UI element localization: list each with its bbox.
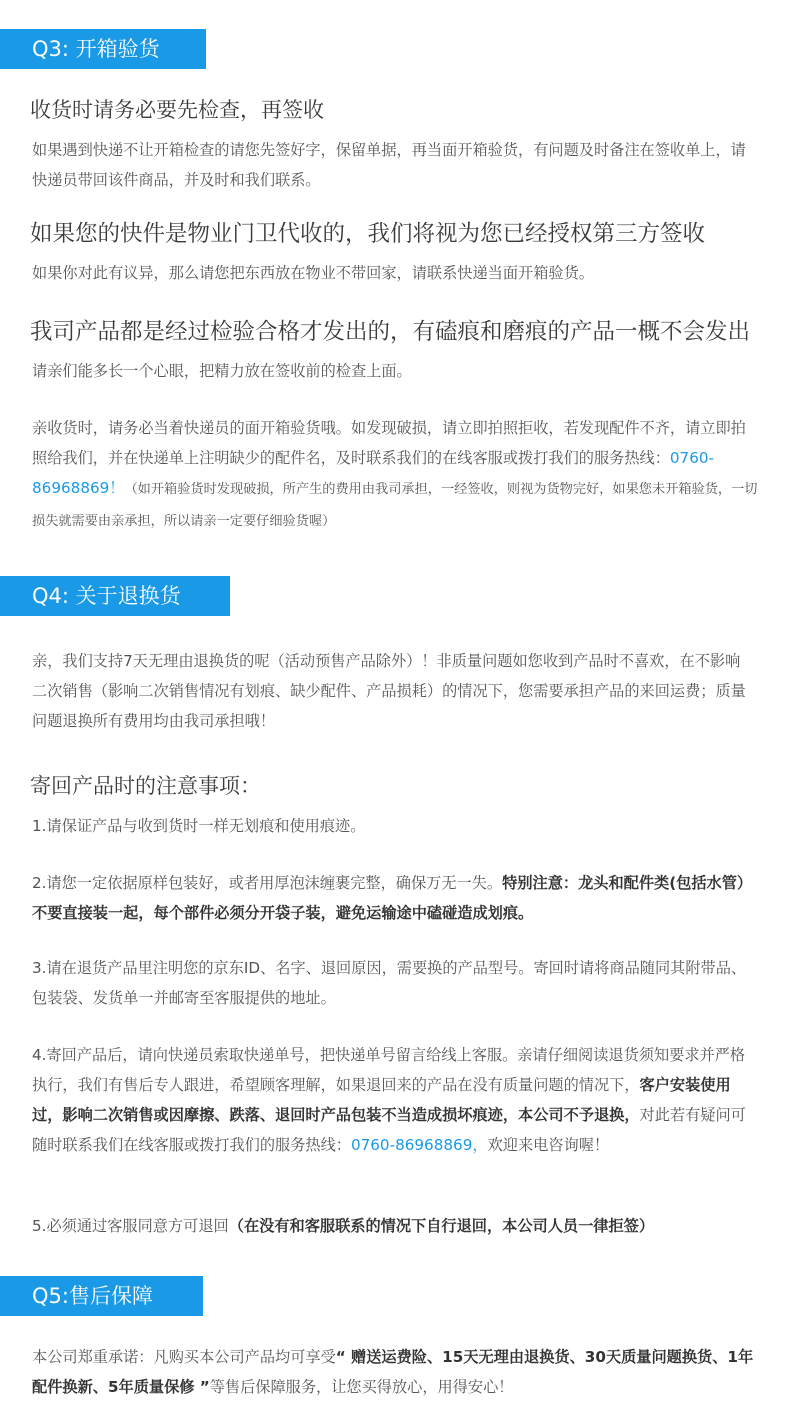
q4-item-5-text: 5.必须通过客服同意方可退回: [32, 1217, 229, 1235]
q4-item-2-note: 特别注意：龙头和配件类(包括水管）不要直接装一起，每个部件必须分开袋子装，避免运输途中磕碰造成划痕。: [32, 874, 753, 922]
q3-paragraph-1: 如果遇到快递不让开箱检查的请您先签好字，保留单据，再当面开箱验货，有问题及时备注在签收单上，请快递员带回该件商品，并及时和我们联系。: [32, 141, 746, 189]
q5-text-end: 等售后保障服务，让您买得放心，用得安心！: [209, 1378, 514, 1396]
q3-heading-3: 我司产品都是经过检验合格才发出的，有磕痕和磨痕的产品一概不会发出: [30, 319, 751, 345]
q5-paragraph: [32, 1342, 762, 1402]
q3-heading-2: 如果您的快件是物业门卫代收的，我们将视为您已经授权第三方签收: [30, 221, 706, 247]
q3-title-bar: [0, 29, 206, 69]
q4-item-4-contact: 对此若有疑问可随时联系我们在线客服或拨打我们的服务热线：: [32, 1106, 746, 1154]
q4-item-4-end: 欢迎来电咨询喔！: [487, 1136, 610, 1154]
q4-title-bar: [0, 576, 230, 616]
q4-item-2-text: 2.请您一定依据原样包装好，或者用厚泡沫缠裹完整，确保万无一失。: [32, 874, 503, 892]
q4-hotline[interactable]: 0760-86968869，: [350, 1136, 488, 1154]
q4-item-1: 1.请保证产品与收到货时一样无划痕和使用痕迹。: [32, 817, 366, 835]
q5-guarantees: “ 赠送运费险、15天无理由退换货、30天质量问题换货、1年配件换新、5年质量保修 ”: [32, 1348, 754, 1396]
q4-item-4-text: 4.寄回产品后，请向快递员索取快递单号，把快递单号留言给线上客服。亲请仔细阅读退货须知要求并严格执行，我们有售后专人跟进，希望顾客理解，如果退回来的产品在没有质量问题的情况下，: [32, 1046, 746, 1094]
q3-hotline[interactable]: 0760-86968869！: [32, 449, 715, 497]
q5-title-bar: [0, 1276, 203, 1316]
q4-heading: 寄回产品时的注意事项：: [30, 774, 261, 798]
q4-item-4: [32, 1040, 756, 1160]
q4-item-3: 3.请在退货产品里注明您的京东ID、名字、退回原因，需要换的产品型号。寄回时请将商品随同其附带品、包装袋、发货单一并邮寄至客服提供的地址。: [32, 959, 747, 1007]
q3-p4-text: 亲收货时，请务必当着快递员的面开箱验货哦。如发现破损，请立即拍照拒收，若发现配件不齐，请立即拍照给我们，并在快递单上注明缺少的配件名，及时联系我们的在线客服或拨打我们的服务热线：: [32, 419, 746, 467]
q4-title: Q4: 关于退换货: [32, 584, 181, 608]
q3-paragraph-2: 如果你对此有议异，那么请您把东西放在物业不带回家，请联系快递当面开箱验货。: [32, 264, 594, 282]
q4-item-5: [32, 1211, 762, 1241]
q4-intro: 亲，我们支持7天无理由退换货的呢（活动预售产品除外）！非质量问题如您收到产品时不喜欢，在不影响二次销售（影响二次销售情况有划痕、缺少配件、产品损耗）的情况下，您需要承担产品的来回运费；质量问题退换所有费用均由我司承担哦！: [32, 652, 746, 730]
q3-paragraph-3: 请亲们能多长一个心眼，把精力放在签收前的检查上面。: [32, 362, 412, 380]
q5-title: Q5:售后保障: [32, 1284, 153, 1308]
q3-heading-1: 收货时请务必要先检查，再签收: [30, 98, 324, 122]
q3-paragraph-4: [32, 413, 758, 537]
q4-item-4-warning: 客户安装使用过，影响二次销售或因摩擦、跌落、退回时产品包装不当造成损坏痕迹，本公司不予退换，: [32, 1076, 731, 1124]
q4-item-2: [32, 868, 760, 928]
q4-item-5-note: （在没有和客服联系的情况下自行退回，本公司人员一律拒签）: [228, 1217, 654, 1235]
q5-text: 本公司郑重承诺：凡购买本公司产品均可享受: [32, 1348, 336, 1366]
q3-p4-note: （如开箱验货时发现破损，所产生的费用由我司承担，一经签收，则视为货物完好，如果您未开箱验货，一切损失就需要由亲承担，所以请亲一定要仔细验货喔）: [32, 482, 758, 529]
q3-title: Q3: 开箱验货: [32, 37, 160, 61]
